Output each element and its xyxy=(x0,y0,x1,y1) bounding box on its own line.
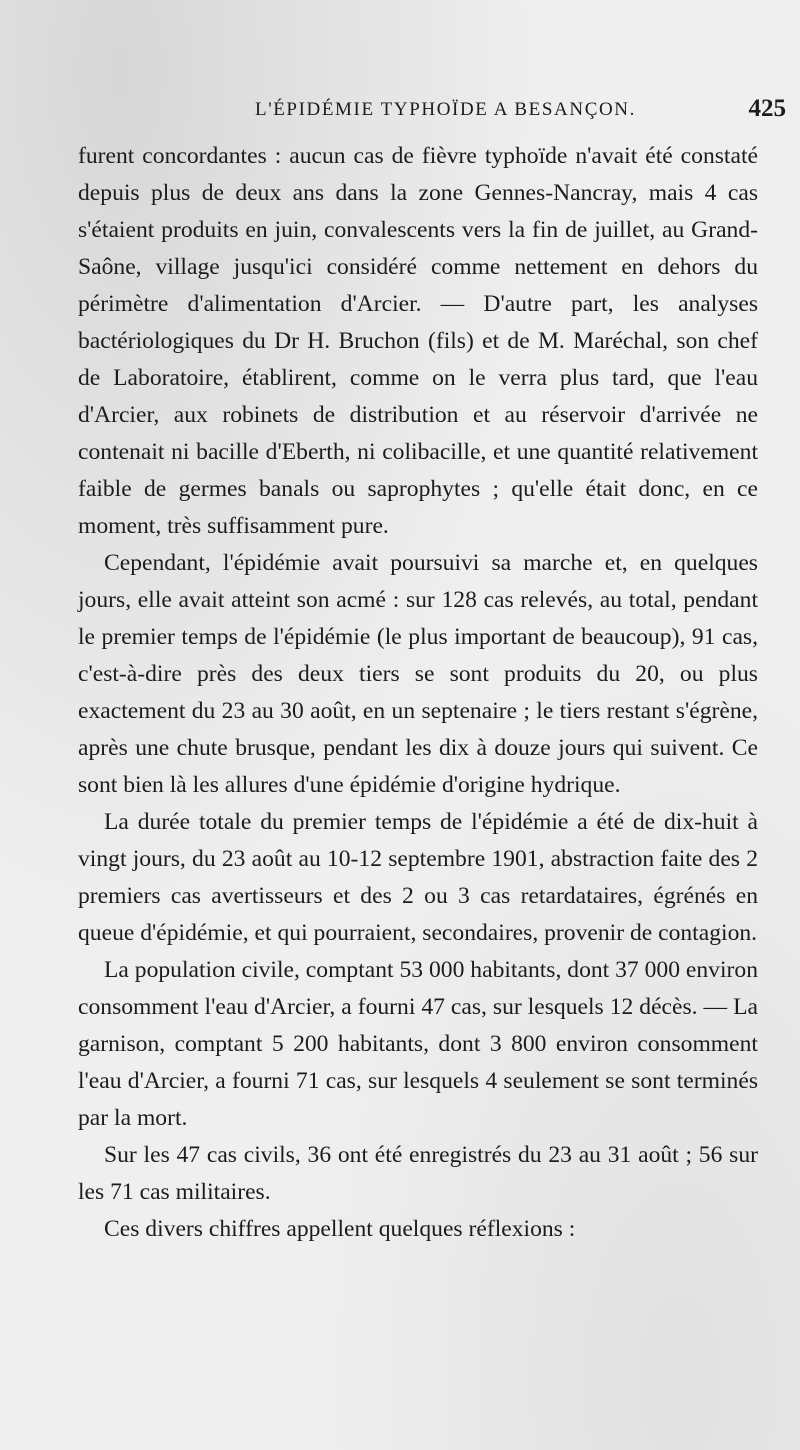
paragraph-duration: La durée totale du premier temps de l'épidémie a été de dix-huit à vingt jours, du 23 août au 10-12 septembre 1901, abstraction faite des 2 premiers cas avertisseurs et des 2 ou 3 cas retardataires, égrénés en queue d'épidémie, et qui pourraient, secondaires, provenir de contagion. xyxy=(78,809,758,946)
page-body xyxy=(78,138,758,1248)
paragraph-civil-cases: Sur les 47 cas civils, 36 ont été enregistrés du 23 au 31 août ; 56 sur les 71 cas militaires. xyxy=(78,1142,758,1205)
paragraph-continuation: furent concordantes : aucun cas de fièvre typhoïde n'avait été constaté depuis plus de deux ans dans la zone Gennes-Nancray, mais 4 cas s'étaient produits en juin, convalescents vers la fin de juillet, au Grand-Saône, village jusqu'ici considéré comme nettement en dehors du périmètre d'alimentation d'Arcier. — D'autre part, les analyses bactériologiques du Dr H. Bruchon (fils) et de M. Maréchal, son chef de Laboratoire, établirent, comme on le verra plus tard, que l'eau d'Arcier, aux robinets de distribution et au réservoir d'arrivée ne contenait ni bacille d'Eberth, ni colibacille, et une quantité relativement faible de germes banals ou saprophytes ; qu'elle était donc, en ce moment, très suffisamment pure. xyxy=(78,143,758,539)
page-header xyxy=(180,95,792,131)
paragraph-epidemic-progress: Cependant, l'épidémie avait poursuivi sa marche et, en quelques jours, elle avait atteint son acmé : sur 128 cas relevés, au total, pendant le premier temps de l'épidémie (le plus important de beaucoup), 91 cas, c'est-à-dire près des deux tiers se sont produits du 20, ou plus exactement du 23 au 30 août, en un septenaire ; le tiers restant s'égrène, après une chute brusque, pendant les dix à douze jours qui suivent. Ce sont bien là les allures d'une épidémie d'origine hydrique. xyxy=(78,550,758,798)
page-number: 425 xyxy=(748,95,786,122)
paragraph-reflections: Ces divers chiffres appellent quelques réflexions : xyxy=(104,1216,576,1242)
paragraph-population: La population civile, comptant 53 000 habitants, dont 37 000 environ consomment l'eau d'Arcier, a fourni 47 cas, sur lesquels 12 décès. — La garnison, comptant 5 200 habitants, dont 3 800 environ consomment l'eau d'Arcier, a fourni 71 cas, sur lesquels 4 seulement se sont terminés par la mort. xyxy=(78,957,758,1131)
running-head: L'ÉPIDÉMIE TYPHOÏDE A BESANÇON. xyxy=(255,99,636,120)
